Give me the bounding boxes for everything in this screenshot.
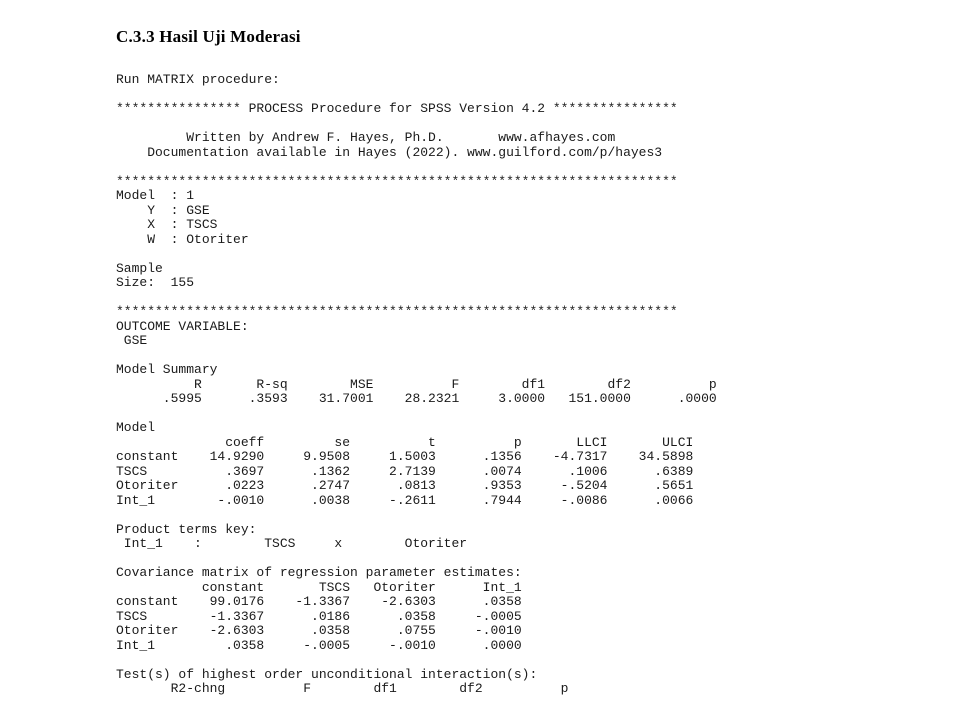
output-line: Covariance matrix of regression parameter estimates: bbox=[116, 565, 522, 580]
output-line bbox=[116, 552, 960, 567]
output-line: Int_1 -.0010 .0038 -.2611 .7944 -.0086 .0066 bbox=[116, 492, 694, 508]
output-line: R2-chng F df1 df2 p bbox=[116, 681, 569, 696]
output-line bbox=[116, 117, 960, 132]
output-line: Documentation available in Hayes (2022). www.guilford.com/p/hayes3 bbox=[116, 144, 663, 160]
output-line: Test(s) of highest order unconditional interaction(s): bbox=[116, 666, 538, 682]
output-line: Product terms key: bbox=[116, 521, 257, 537]
output-line: Model Summary bbox=[116, 362, 218, 377]
output-line: X : TSCS bbox=[116, 217, 218, 232]
output-line: OUTCOME VARIABLE: bbox=[116, 318, 249, 334]
output-line: constant 14.9290 9.9508 1.5003 .1356 -4.7317 34.5898 bbox=[116, 449, 694, 464]
output-line: Run MATRIX procedure: bbox=[116, 72, 280, 87]
output-line: Int_1 : TSCS x Otoriter bbox=[116, 536, 468, 551]
output-line: TSCS .3697 .1362 2.7139 .0074 .1006 .6389 bbox=[116, 463, 694, 479]
output-line bbox=[116, 508, 960, 523]
output-line: .5995 .3593 31.7001 28.2321 3.0000 151.0000 .0000 bbox=[116, 391, 717, 406]
output-line bbox=[116, 291, 960, 306]
spss-output bbox=[116, 73, 960, 697]
output-line: Int_1 .0358 -.0005 -.0010 .0000 bbox=[116, 637, 522, 653]
output-line: ************************************************************************ bbox=[116, 173, 678, 189]
output-line bbox=[116, 653, 960, 668]
output-line: constant 99.0176 -1.3367 -2.6303 .0358 bbox=[116, 594, 522, 609]
output-line bbox=[116, 349, 960, 364]
output-line bbox=[116, 160, 960, 175]
output-line bbox=[116, 247, 960, 262]
output-line: TSCS -1.3367 .0186 .0358 -.0005 bbox=[116, 608, 522, 624]
output-line: W : Otoriter bbox=[116, 231, 249, 247]
output-line: Written by Andrew F. Hayes, Ph.D. www.afhayes.com bbox=[116, 130, 616, 145]
output-line: **************** PROCESS Procedure for SPSS Version 4.2 **************** bbox=[116, 101, 678, 116]
document-page bbox=[116, 0, 960, 701]
output-line: coeff se t p LLCI ULCI bbox=[116, 434, 694, 450]
page-title: C.3.3 Hasil Uji Moderasi bbox=[116, 27, 301, 46]
output-line: constant TSCS Otoriter Int_1 bbox=[116, 579, 522, 595]
output-line: ************************************************************************ bbox=[116, 304, 678, 319]
output-line bbox=[116, 88, 960, 103]
output-line: Otoriter .0223 .2747 .0813 .9353 -.5204 .5651 bbox=[116, 478, 694, 493]
output-line: Size: 155 bbox=[116, 275, 195, 290]
output-line: Model : 1 bbox=[116, 188, 195, 203]
output-line bbox=[116, 407, 960, 422]
output-line: Otoriter -2.6303 .0358 .0755 -.0010 bbox=[116, 623, 522, 638]
output-line: GSE bbox=[116, 333, 148, 348]
output-line: Y : GSE bbox=[116, 202, 210, 218]
output-line: Model bbox=[116, 420, 156, 435]
output-line: Sample bbox=[116, 260, 163, 276]
output-line: R R-sq MSE F df1 df2 p bbox=[116, 376, 717, 392]
